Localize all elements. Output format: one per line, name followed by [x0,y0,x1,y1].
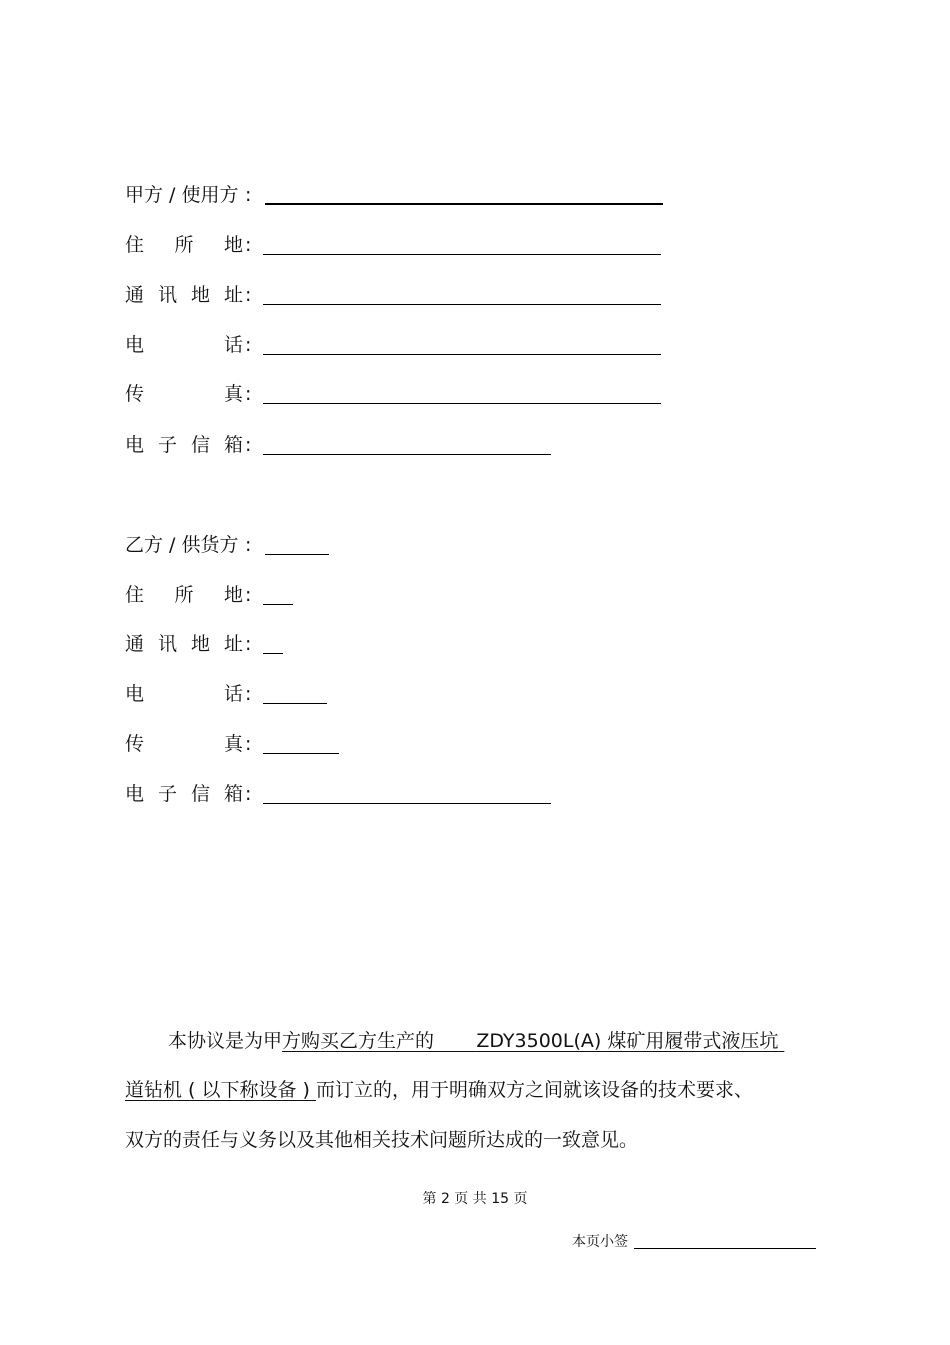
label-char: 箱 [223,434,243,456]
label-char: 真 [223,733,243,755]
field-label [125,682,243,706]
colon: : [245,683,252,705]
label-char: 地 [223,234,243,256]
party-b-fax-blank[interactable] [263,752,339,754]
agreement-text: 而订立的，用于明确双方之间就该设备的技术要求、 [315,1079,753,1101]
label-char: 电 [125,783,145,805]
label-char: 电 [125,334,145,356]
equipment-model: ZDY3500L(A) 煤矿用履带式液压坑 [476,1030,779,1052]
label-char: 话 [223,334,243,356]
party-b-name-blank[interactable] [265,553,329,555]
label-char: 地 [190,284,210,306]
colon: : [245,733,252,755]
label-char: 子 [157,783,177,805]
agreement-line-1 [168,1029,868,1053]
label-char: 讯 [157,633,177,655]
party-b-phone-row [125,676,327,706]
agreement-underlined-gap [434,1030,476,1052]
signature-blank[interactable] [634,1248,816,1249]
label-char: 址 [223,284,243,306]
party-a-address-row [125,227,661,257]
field-label [125,533,265,557]
party-b-fax-row [125,726,339,756]
label-char: 电 [125,434,145,456]
label-char: 地 [190,633,210,655]
party-a-mailing-address-row [125,277,661,307]
colon: : [245,584,252,606]
label-char: 真 [223,383,243,405]
colon: : [245,234,252,256]
agreement-text: 本协议是为甲 [168,1030,283,1052]
field-label [125,382,243,406]
party-b-email-row [125,776,551,806]
party-a-mailing-address-blank[interactable] [263,303,661,305]
label-text: 乙方 / 供货方 [125,534,239,556]
party-a-email-row [125,427,551,457]
field-label [125,632,243,656]
label-text: 甲方 / 使用方 [125,184,239,206]
label-char: 传 [125,383,145,405]
label-char: 传 [125,733,145,755]
label-char: 电 [125,683,145,705]
colon: : [245,783,252,805]
party-b-address-row [125,577,293,607]
colon: : [245,184,252,206]
party-a-name-row [125,177,663,207]
agreement-line-3 [125,1128,825,1152]
page-signature [572,1233,816,1251]
signature-label: 本页小签 [572,1234,628,1250]
party-b-email-blank[interactable] [263,802,551,804]
party-a-email-blank[interactable] [263,453,551,455]
label-char: 住 [125,234,145,256]
party-a-fax-row [125,376,661,406]
label-char: 所 [174,584,194,606]
colon: : [245,284,252,306]
label-char: 地 [223,584,243,606]
party-a-address-blank[interactable] [263,253,661,255]
equipment-alias: 道钻机 ( 以下称设备 ) [125,1079,316,1101]
page-number: 第 2 页 共 15 页 [422,1191,528,1207]
field-label [125,283,243,307]
party-b-address-blank[interactable] [263,603,293,605]
party-a-name-blank[interactable] [265,202,663,205]
field-label [125,732,243,756]
field-label [125,782,243,806]
label-char: 箱 [223,783,243,805]
label-char: 子 [157,434,177,456]
label-char: 讯 [157,284,177,306]
party-a-phone-row [125,327,661,357]
label-char: 话 [223,683,243,705]
agreement-underlined-gap [778,1030,784,1052]
label-char: 信 [190,783,210,805]
label-char: 信 [190,434,210,456]
label-char: 址 [223,633,243,655]
field-label [125,433,243,457]
party-b-mailing-address-row [125,626,283,656]
colon: : [245,633,252,655]
label-char: 住 [125,584,145,606]
party-b-name-row [125,527,329,557]
label-char: 通 [125,633,145,655]
field-label [125,233,243,257]
party-a-phone-blank[interactable] [263,353,661,355]
party-b-phone-blank[interactable] [263,702,327,704]
field-label [125,583,243,607]
field-label [125,333,243,357]
agreement-text: 双方的责任与义务以及其他相关技术问题所达成的一致意见。 [125,1129,639,1151]
colon: : [245,383,252,405]
party-a-fax-blank[interactable] [263,402,661,404]
colon: : [245,434,252,456]
colon: : [245,334,252,356]
label-char: 所 [174,234,194,256]
agreement-underlined-text: 方购买乙方生产的 [282,1030,435,1052]
label-char: 通 [125,284,145,306]
field-label [125,183,265,207]
colon: : [245,534,252,556]
agreement-line-2 [125,1078,825,1102]
party-b-mailing-address-blank[interactable] [263,652,283,654]
